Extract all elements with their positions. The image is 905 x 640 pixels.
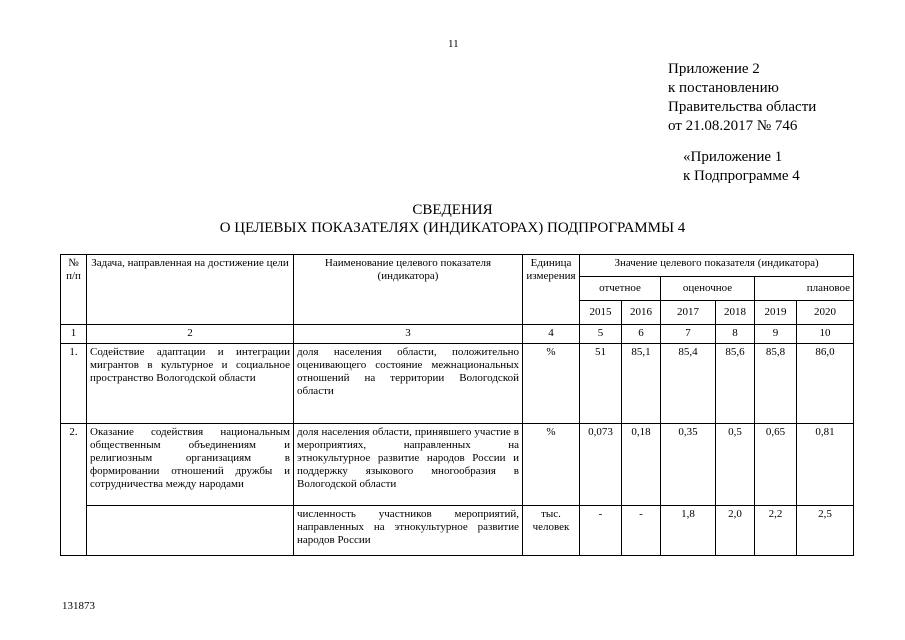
appendix-line: Приложение 2 [668, 61, 760, 77]
row-unit: тыс. человек [523, 506, 580, 556]
appendix-line: от 21.08.2017 № 746 [668, 118, 798, 134]
header-planned: плановое [755, 277, 854, 301]
appendix-line: к постановлению [668, 80, 779, 96]
row-value: 0,5 [716, 424, 755, 506]
row-value: 85,4 [661, 344, 716, 424]
row-value: - [580, 506, 622, 556]
column-number: 9 [755, 325, 797, 344]
header-year: 2018 [716, 301, 755, 325]
row-unit: % [523, 344, 580, 424]
row-value: 2,5 [797, 506, 854, 556]
indicators-table [60, 254, 854, 556]
row-num: 1. [61, 344, 87, 424]
header-indicator: Наименование целевого показателя (индикатора) [294, 255, 523, 325]
column-number: 10 [797, 325, 854, 344]
row-value: 51 [580, 344, 622, 424]
row-task-empty [87, 506, 294, 556]
row-value: 85,1 [622, 344, 661, 424]
header-year: 2016 [622, 301, 661, 325]
row-value: 85,6 [716, 344, 755, 424]
row-value: 0,65 [755, 424, 797, 506]
column-number: 8 [716, 325, 755, 344]
row-value: 0,81 [797, 424, 854, 506]
row-indicator: доля населения области, положительно оценивающего состояние межнациональных отношений на территории Вологодской области [294, 344, 523, 424]
row-value: 1,8 [661, 506, 716, 556]
header-reported: отчетное [580, 277, 661, 301]
doc-subtitle: О ЦЕЛЕВЫХ ПОКАЗАТЕЛЯХ (ИНДИКАТОРАХ) ПОДПРОГРАММЫ 4 [219, 220, 686, 236]
row-value: 0,073 [580, 424, 622, 506]
header-year: 2015 [580, 301, 622, 325]
header-values: Значение целевого показателя (индикатора) [580, 255, 854, 277]
appendix-sub-block [683, 148, 800, 186]
row-value: 2,2 [755, 506, 797, 556]
row-task: Содействие адаптации и интеграции мигрантов в культурное и социальное пространство Вологодской области [87, 344, 294, 424]
column-number: 2 [87, 325, 294, 344]
appendix-sub-line: «Приложение 1 [683, 149, 783, 165]
row-value: 86,0 [797, 344, 854, 424]
row-value: - [622, 506, 661, 556]
appendix-sub-line: к Подпрограмме 4 [683, 168, 800, 184]
table-row [61, 424, 854, 506]
header-task: Задача, направленная на достижение цели [87, 255, 294, 325]
appendix-line: Правительства области [668, 99, 817, 115]
row-value: 0,35 [661, 424, 716, 506]
header-estimated: оценочное [661, 277, 755, 301]
page-number: 11 [448, 38, 459, 50]
header-year: 2020 [797, 301, 854, 325]
header-year: 2017 [661, 301, 716, 325]
header-year: 2019 [755, 301, 797, 325]
row-value: 0,18 [622, 424, 661, 506]
doc-title: СВЕДЕНИЯ [412, 202, 493, 218]
column-number: 5 [580, 325, 622, 344]
row-indicator: доля населения области, принявшего участие в мероприятиях, направленных на этнокультурное развитие народов России и поддержку языкового многообразия в Вологодской области [294, 424, 523, 506]
header-num: № п/п [61, 255, 87, 325]
column-number: 4 [523, 325, 580, 344]
appendix-block [668, 60, 816, 136]
row-unit: % [523, 424, 580, 506]
row-task: Оказание содействия национальным общественным объединениям и религиозным организациям в формировании отношений дружбы и сотрудничества между народами [87, 424, 294, 506]
row-value: 2,0 [716, 506, 755, 556]
row-num: 2. [61, 424, 87, 556]
header-unit: Единица измерения [523, 255, 580, 325]
column-number: 1 [61, 325, 87, 344]
column-number: 6 [622, 325, 661, 344]
document-code: 131873 [62, 600, 95, 612]
table-row [61, 344, 854, 424]
column-number: 7 [661, 325, 716, 344]
row-indicator: численность участников мероприятий, направленных на этнокультурное развитие народов России [294, 506, 523, 556]
column-number-row [61, 325, 854, 344]
table-row [61, 506, 854, 556]
column-number: 3 [294, 325, 523, 344]
row-value: 85,8 [755, 344, 797, 424]
